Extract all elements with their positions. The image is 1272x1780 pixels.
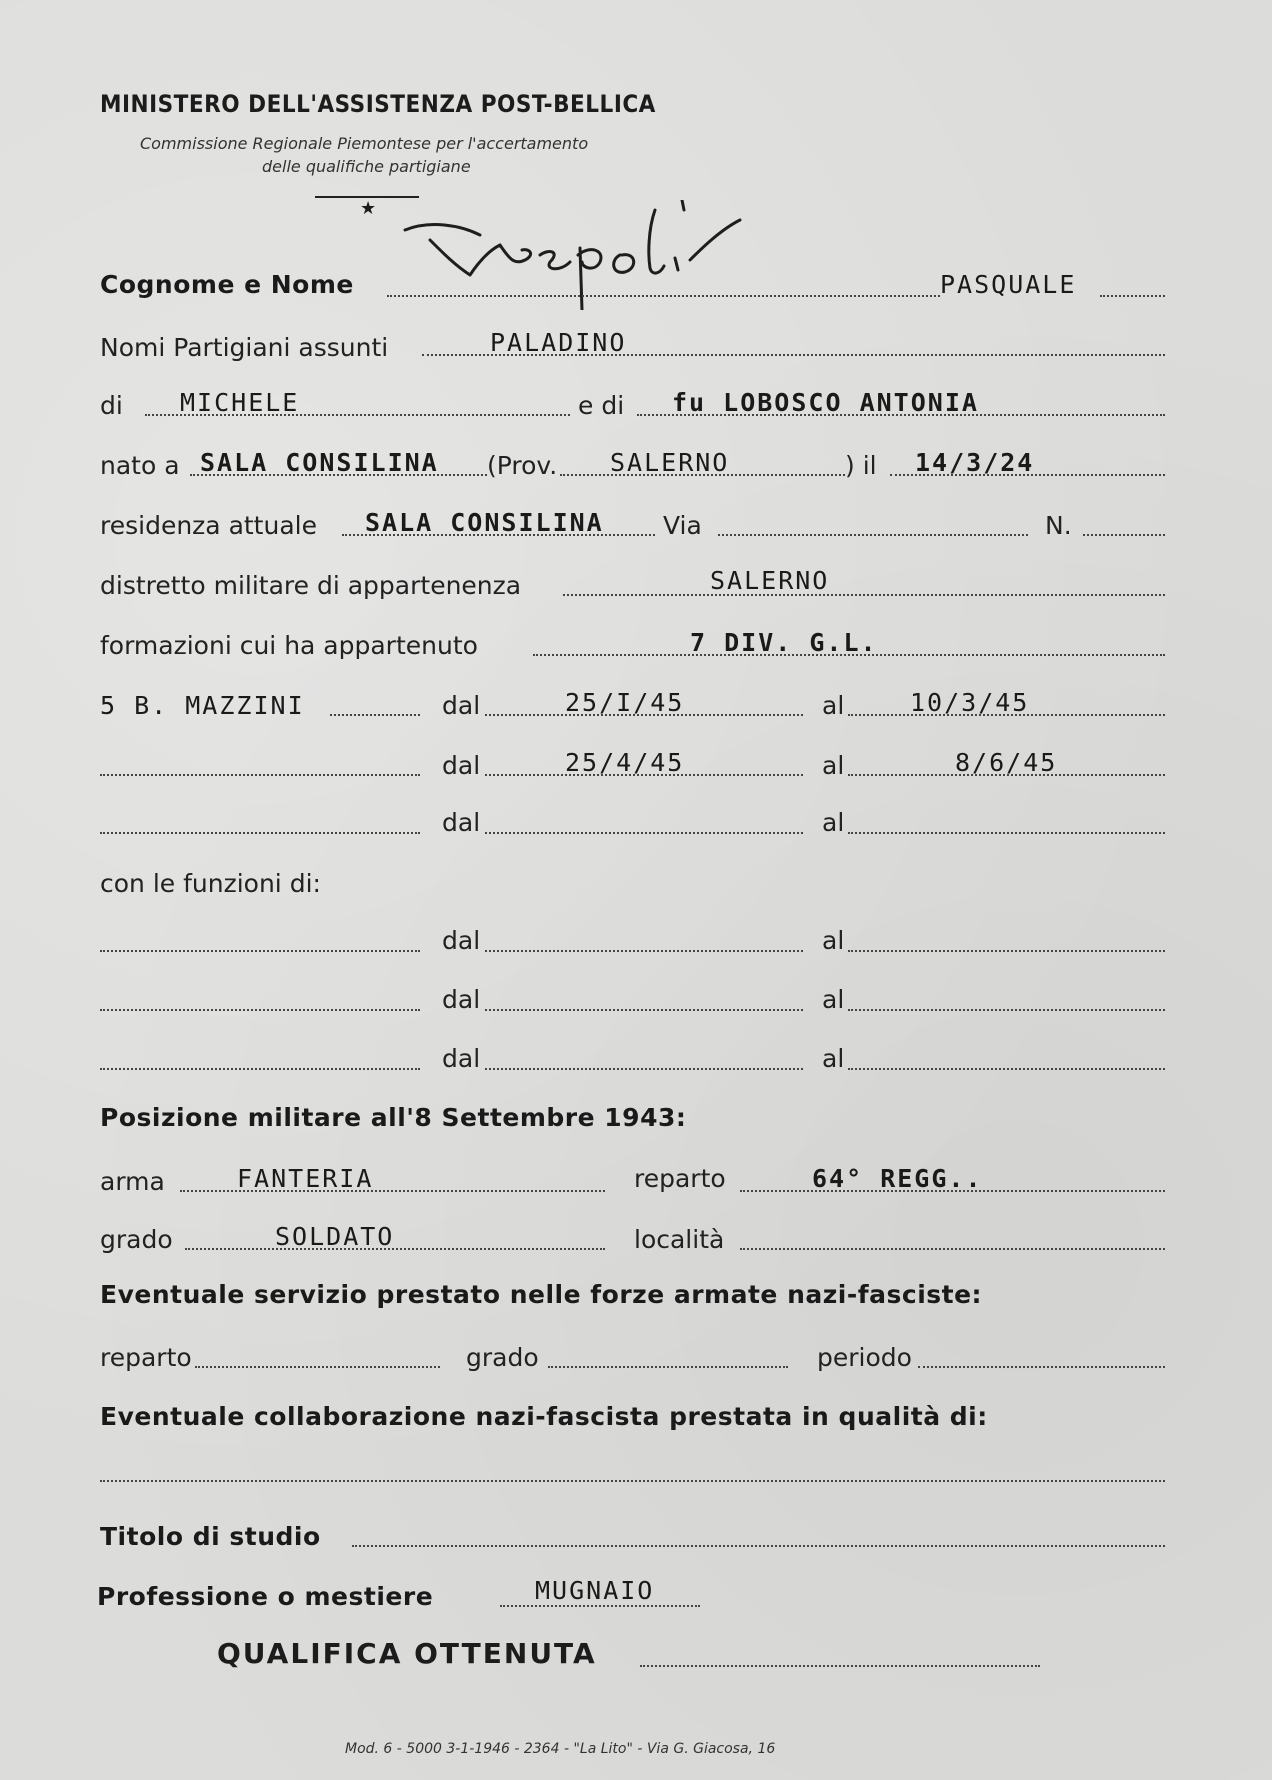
printer-footer: Mod. 6 - 5000 3-1-1946 - 2364 - "La Lito" - Via G. Giacosa, 16: [345, 1741, 776, 1757]
function-to-2-dotted-line: [848, 1009, 1165, 1011]
commission-line-1: Commissione Regionale Piemontese per l'accertamento: [140, 134, 589, 153]
function-from-2-dotted-line: [485, 1009, 803, 1011]
function-from-label-3: dal: [442, 1044, 481, 1073]
function-from-label-2: dal: [442, 985, 481, 1014]
profession-dotted-line: [500, 1605, 700, 1607]
formation-value: 7 DIV. G.L.: [690, 628, 878, 657]
birth-date-value: 14/3/24: [915, 448, 1035, 477]
collaboration-dotted-line: [100, 1480, 1165, 1482]
service-unit-1-dotted-line: [330, 714, 420, 716]
father-label: di: [100, 391, 123, 420]
partisan-name-value: PALADINO: [490, 328, 627, 357]
arma-value: FANTERIA: [237, 1164, 374, 1193]
nazi-grado-label: grado: [466, 1343, 539, 1372]
province-label: (Prov.: [487, 451, 558, 480]
qualification-dotted-line: [640, 1665, 1040, 1667]
qualification-label: QUALIFICA OTTENUTA: [217, 1637, 597, 1670]
born-label: nato a: [100, 451, 180, 480]
service-from-1: 25/I/45: [565, 688, 685, 717]
function-1-dotted-line: [100, 950, 420, 952]
service-from-2: 25/4/45: [565, 748, 685, 777]
service-to-label-2: al: [822, 751, 845, 780]
service-unit-3-dotted-line: [100, 832, 420, 834]
function-2-dotted-line: [100, 1009, 420, 1011]
reparto-label: reparto: [634, 1164, 726, 1193]
function-to-1-dotted-line: [848, 950, 1165, 952]
surname-label: Cognome e Nome: [100, 270, 354, 299]
nazi-service-heading: Eventuale servizio prestato nelle forze armate nazi-fasciste:: [100, 1280, 983, 1309]
function-to-3-dotted-line: [848, 1068, 1165, 1070]
localita-label: località: [634, 1225, 725, 1254]
via-dotted-line: [718, 534, 1028, 536]
district-dotted-line: [563, 594, 1165, 596]
number-label: N.: [1045, 511, 1072, 540]
star-icon: ★: [360, 198, 377, 219]
service-from-label-2: dal: [442, 751, 481, 780]
mother-label: e di: [578, 391, 625, 420]
function-to-label-1: al: [822, 926, 845, 955]
handwritten-surname-signature: [400, 200, 800, 310]
ministry-title: MINISTERO DELL'ASSISTENZA POST-BELLICA: [100, 90, 656, 118]
residence-label: residenza attuale: [100, 511, 317, 540]
functions-label: con le funzioni di:: [100, 869, 321, 898]
commission-line-2: delle qualifiche partigiane: [262, 157, 471, 176]
education-label: Titolo di studio: [100, 1522, 321, 1551]
service-from-label-3: dal: [442, 808, 481, 837]
formations-label: formazioni cui ha appartenuto: [100, 631, 478, 660]
arma-label: arma: [100, 1167, 165, 1196]
grado-dotted-line: [185, 1248, 605, 1250]
service-to-1: 10/3/45: [910, 688, 1030, 717]
nazi-reparto-label: reparto: [100, 1343, 192, 1372]
nazi-reparto-dotted-line: [195, 1366, 440, 1368]
military-position-heading: Posizione militare all'8 Settembre 1943:: [100, 1103, 687, 1132]
service-unit-1: 5 B. MAZZINI: [100, 691, 305, 720]
localita-dotted-line: [740, 1248, 1165, 1250]
nazi-periodo-label: periodo: [817, 1343, 912, 1372]
district-value: SALERNO: [710, 566, 830, 595]
service-to-label-3: al: [822, 808, 845, 837]
service-to-label-1: al: [822, 691, 845, 720]
grado-label: grado: [100, 1225, 173, 1254]
service-from-3-dotted-line: [485, 832, 803, 834]
province-value: SALERNO: [610, 448, 730, 477]
service-unit-2-dotted-line: [100, 774, 420, 776]
surname-dotted-line-end: [1100, 295, 1165, 297]
grado-value: SOLDATO: [275, 1222, 395, 1251]
reparto-value: 64° REGG..: [812, 1164, 983, 1193]
district-label: distretto militare di appartenenza: [100, 571, 522, 600]
education-dotted-line: [352, 1545, 1165, 1547]
mother-value: fu LOBOSCO ANTONIA: [672, 388, 979, 417]
service-to-2: 8/6/45: [955, 748, 1058, 777]
number-dotted-line: [1083, 534, 1165, 536]
profession-value: MUGNAIO: [535, 1576, 655, 1605]
birth-date-label: ) il: [845, 451, 877, 480]
profession-label: Professione o mestiere: [97, 1582, 434, 1611]
nazi-grado-dotted-line: [548, 1366, 788, 1368]
function-from-1-dotted-line: [485, 950, 803, 952]
father-value: MICHELE: [180, 388, 300, 417]
function-to-label-2: al: [822, 985, 845, 1014]
service-from-label-1: dal: [442, 691, 481, 720]
function-to-label-3: al: [822, 1044, 845, 1073]
via-label: Via: [663, 511, 702, 540]
function-from-label-1: dal: [442, 926, 481, 955]
first-name-value: PASQUALE: [940, 270, 1077, 299]
surname-dotted-line: [387, 295, 940, 297]
nazi-periodo-dotted-line: [918, 1366, 1165, 1368]
partisan-names-label: Nomi Partigiani assunti: [100, 333, 389, 362]
collaboration-heading: Eventuale collaborazione nazi-fascista prestata in qualità di:: [100, 1402, 988, 1431]
residence-value: SALA CONSILINA: [365, 508, 604, 537]
function-from-3-dotted-line: [485, 1068, 803, 1070]
service-to-3-dotted-line: [848, 832, 1165, 834]
birthplace-value: SALA CONSILINA: [200, 448, 439, 477]
function-3-dotted-line: [100, 1068, 420, 1070]
